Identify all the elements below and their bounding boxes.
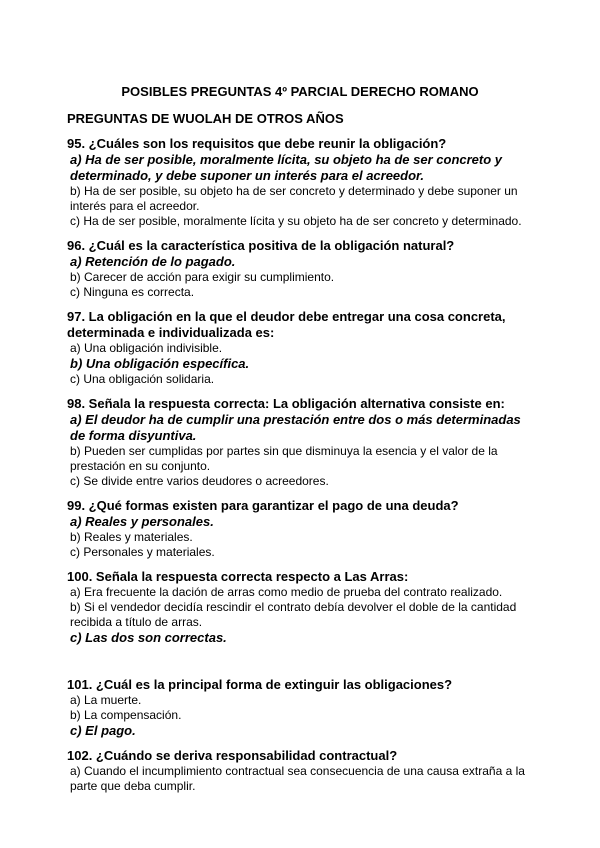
answer-option: b) Reales y materiales.: [70, 530, 193, 544]
answer-option: b) Carecer de acción para exigir su cumplimiento.: [70, 270, 335, 284]
answer-option: b) Si el vendedor decidía rescindir el contrato debía devolver el doble de la cantidad recibida a título de arras.: [70, 600, 517, 629]
answer-option: b) La compensación.: [70, 708, 182, 722]
question-text: 98. Señala la respuesta correcta: La obligación alternativa consiste en:: [67, 396, 505, 411]
question-text: 102. ¿Cuándo se deriva responsabilidad contractual?: [67, 748, 398, 763]
answer-option: a) Cuando el incumplimiento contractual sea consecuencia de una causa extraña a la parte que deba cumplir.: [70, 764, 525, 793]
question-text: 101. ¿Cuál es la principal forma de extinguir las obligaciones?: [67, 677, 453, 692]
answer-option-correct: a) Ha de ser posible, moralmente lícita, su objeto ha de ser concreto y determinado, y debe suponer un interés para el acreedor.: [70, 152, 503, 183]
answer-option: c) Una obligación solidaria.: [70, 372, 215, 386]
document-title: POSIBLES PREGUNTAS 4º PARCIAL DERECHO ROMANO: [121, 84, 479, 99]
question-text: 95. ¿Cuáles son los requisitos que debe reunir la obligación?: [67, 136, 447, 151]
answer-option-correct: c) Las dos son correctas.: [70, 630, 227, 645]
question-list: [67, 136, 529, 794]
question-102: [67, 748, 529, 794]
answer-option: c) Ninguna es correcta.: [70, 285, 195, 299]
question-text: 100. Señala la respuesta correcta respecto a Las Arras:: [67, 569, 409, 584]
answer-option: a) La muerte.: [70, 693, 142, 707]
question-97: [67, 309, 529, 387]
question-99: [67, 498, 529, 560]
answer-option: c) Se divide entre varios deudores o acreedores.: [70, 474, 329, 488]
document-subtitle: PREGUNTAS DE WUOLAH DE OTROS AÑOS: [67, 111, 344, 126]
question-100: [67, 569, 529, 646]
question-95: [67, 136, 529, 229]
question-98: [67, 396, 529, 489]
answer-option: a) Una obligación indivisible.: [70, 341, 223, 355]
answer-option: c) Ha de ser posible, moralmente lícita y su objeto ha de ser concreto y determinado.: [70, 214, 522, 228]
answer-option: c) Personales y materiales.: [70, 545, 215, 559]
answer-option: b) Pueden ser cumplidas por partes sin que disminuya la esencia y el valor de la prestación en su conjunto.: [70, 444, 498, 473]
answer-option: a) Era frecuente la dación de arras como medio de prueba del contrato realizado.: [70, 585, 503, 599]
answer-option-correct: b) Una obligación específica.: [70, 356, 250, 371]
answer-option: b) Ha de ser posible, su objeto ha de ser concreto y determinado y debe suponer un interés para el acreedor.: [70, 184, 518, 213]
answer-option-correct: a) Reales y personales.: [70, 514, 214, 529]
answer-option-correct: a) Retención de lo pagado.: [70, 254, 236, 269]
answer-option-correct: a) El deudor ha de cumplir una prestación entre dos o más determinadas de forma disyuntiva.: [70, 412, 521, 443]
answer-option-correct: c) El pago.: [70, 723, 136, 738]
question-text: 97. La obligación en la que el deudor debe entregar una cosa concreta, determinada e individualizada es:: [67, 309, 506, 340]
question-96: [67, 238, 529, 300]
question-text: 96. ¿Cuál es la característica positiva de la obligación natural?: [67, 238, 455, 253]
question-text: 99. ¿Qué formas existen para garantizar el pago de una deuda?: [67, 498, 459, 513]
question-101: [67, 677, 529, 739]
